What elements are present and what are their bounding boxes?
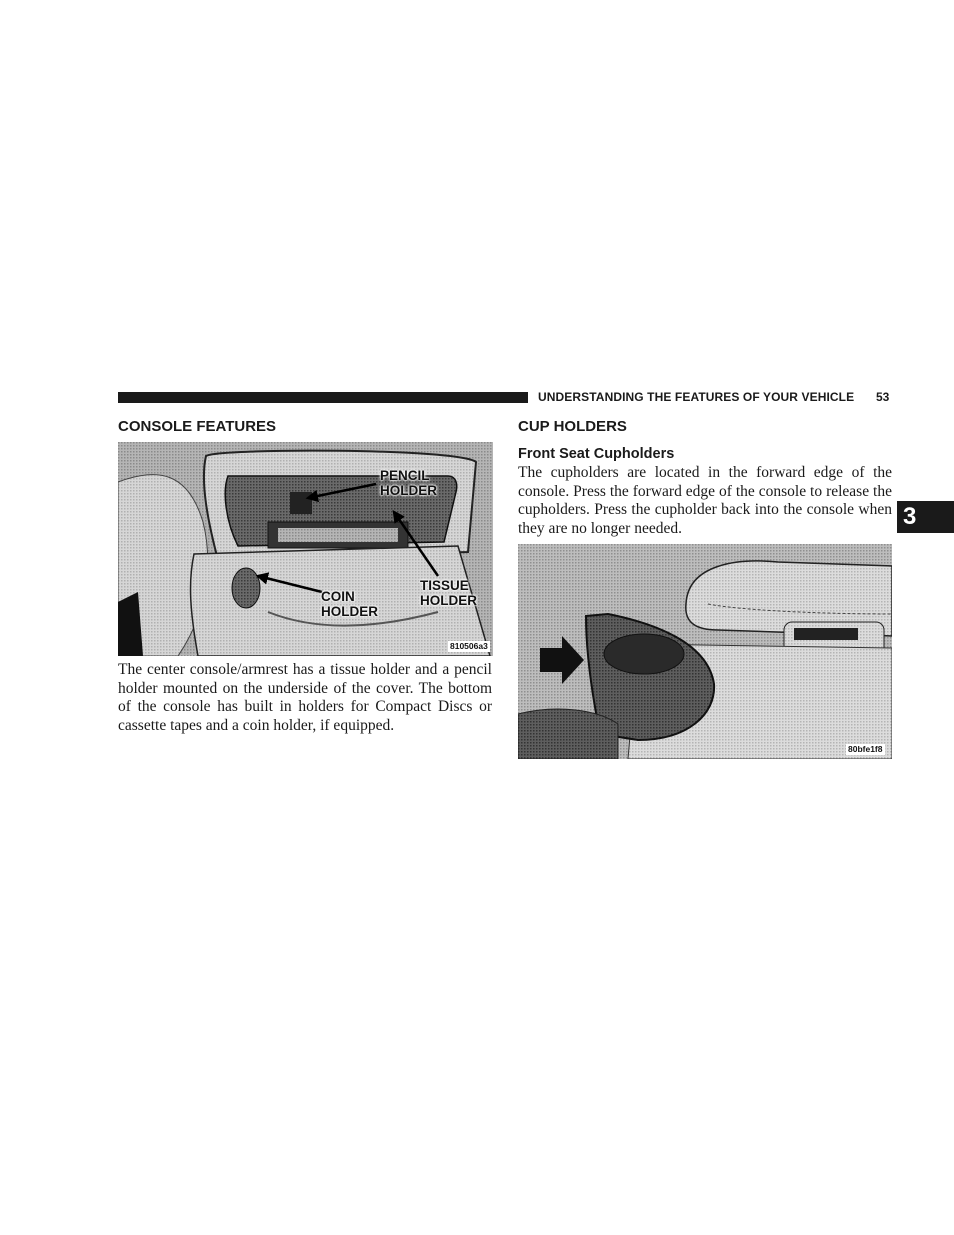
console-features-figure (118, 442, 493, 656)
console-features-paragraph: The center console/armrest has a tissue holder and a pencil holder mounted on the underside of the cover. The bottom of the console has built in holders for Compact Discs or cassette tapes and a coin holder, if equipped. (118, 661, 492, 735)
figure-code: 810506a3 (450, 641, 488, 651)
pencil-holder-label: PENCIL HOLDER (380, 468, 437, 498)
cup-holders-paragraph: The cupholders are located in the forward edge of the console. Press the forward edge of the console to release the cupholders. Press the cupholder back into the console when they are no longer needed. (518, 464, 892, 538)
coin-holder-label: COIN HOLDER (321, 589, 378, 619)
chapter-tab: 3 (897, 501, 954, 533)
cupholder-figure (518, 544, 892, 759)
tissue-holder-label: TISSUE HOLDER (420, 578, 477, 608)
figure-code: 80bfe1f8 (848, 744, 883, 754)
page-number: 53 (876, 390, 890, 404)
front-seat-cupholders-subheading: Front Seat Cupholders (518, 446, 675, 462)
cupholder-illustration (518, 544, 892, 759)
running-header-title: UNDERSTANDING THE FEATURES OF YOUR VEHICLE (538, 390, 855, 404)
header-rule (118, 392, 528, 403)
cup-holders-heading: CUP HOLDERS (518, 418, 627, 435)
console-features-heading: CONSOLE FEATURES (118, 418, 277, 435)
